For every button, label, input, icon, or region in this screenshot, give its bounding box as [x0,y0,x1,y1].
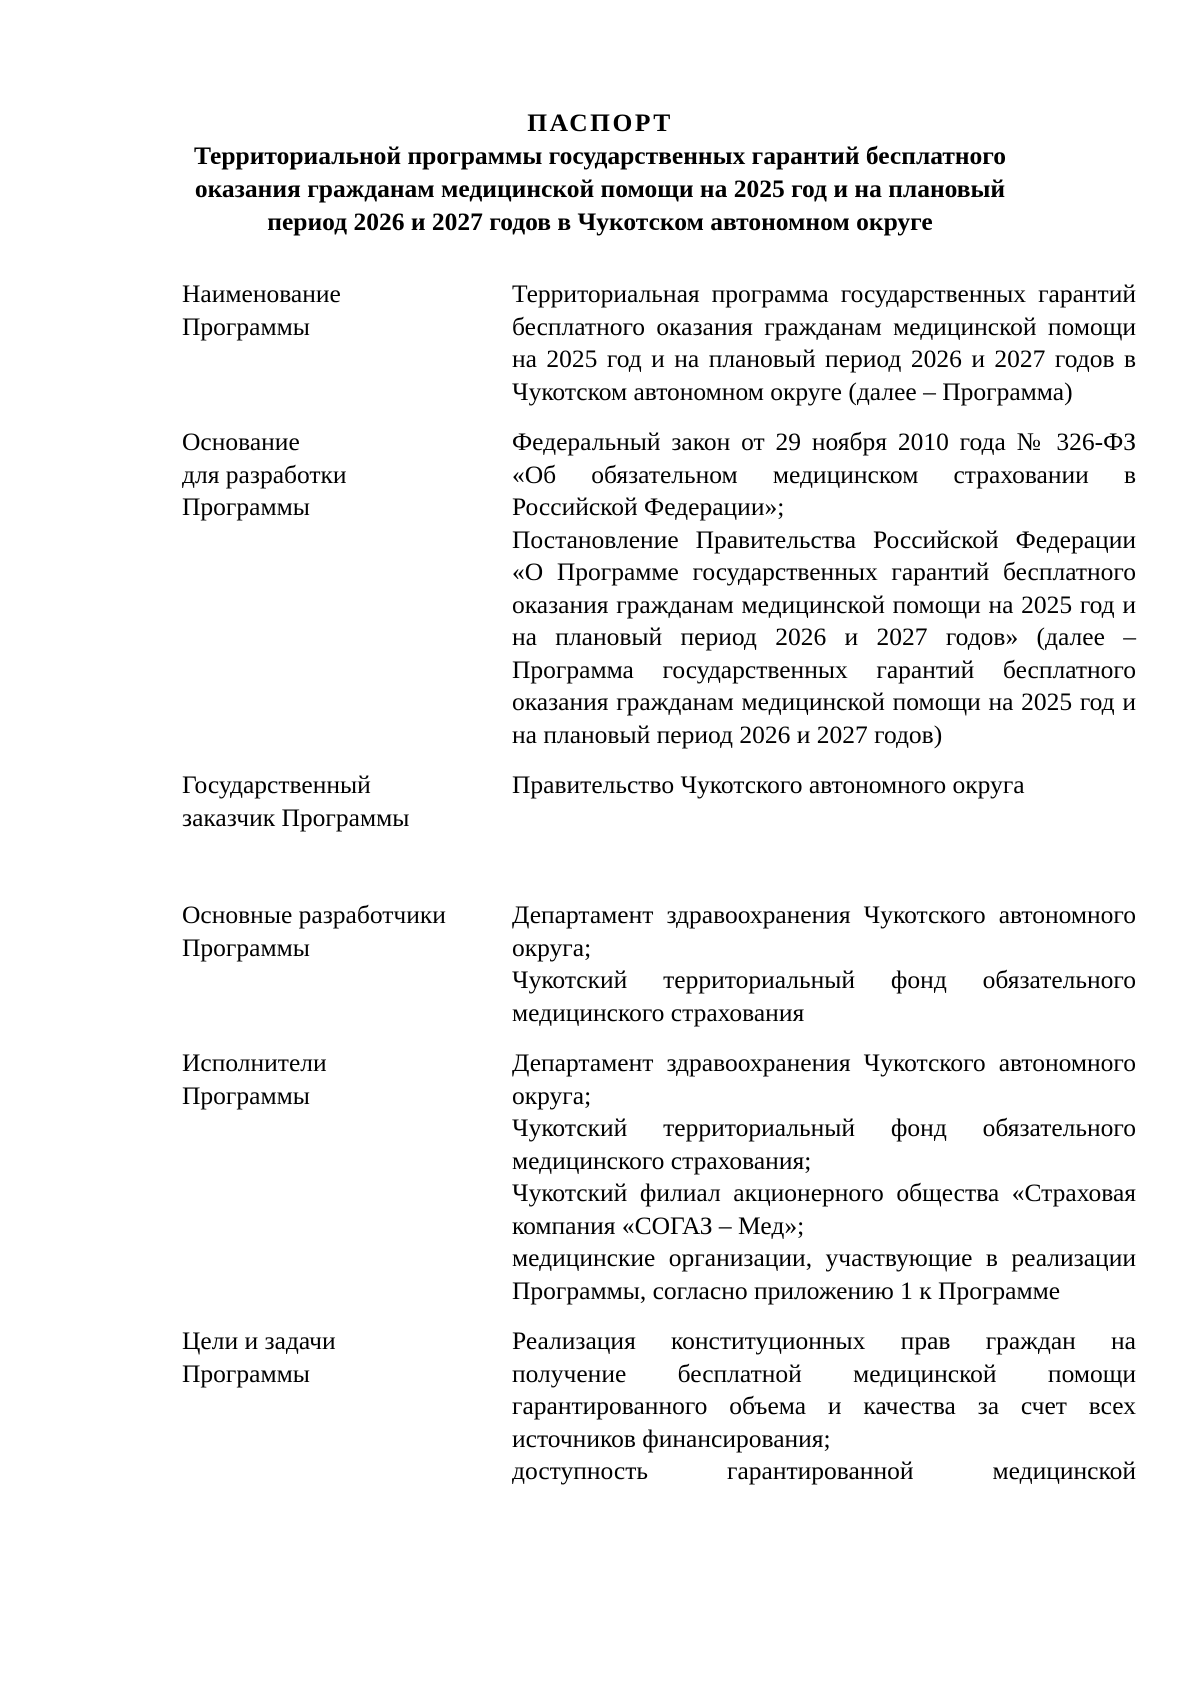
passport-row-state-customer [182,769,1136,881]
row-paragraph: Реализация конституционных прав граждан на получение бесплатной медицинской помощи гарантированного объема и качества за счет всех источников финансирования; [512,1326,1136,1453]
row-paragraph: Департамент здравоохранения Чукотского автономного округа; [512,900,1136,962]
passport-table [182,278,1136,1488]
row-value [512,769,1136,881]
row-label: Исполнители Программы [182,1048,327,1110]
document-subtitle-line-2: оказания гражданам медицинской помощи на 2025 год и на плановый [194,174,1006,203]
row-label: Государственный заказчик Программы [182,770,410,832]
row-paragraph: Федеральный закон от 29 ноября 2010 года № 326-ФЗ «Об обязательном медицинском страховании в Российской Федерации»; [512,427,1136,521]
row-paragraph: доступность гарантированной медицинской [512,1456,1136,1485]
row-label: Основные разработчики Программы [182,900,446,962]
passport-row-executors [182,1047,1136,1307]
row-paragraph: Территориальная программа государственных гарантий бесплатного оказания гражданам медицинской помощи на 2025 год и на плановый период 2026 и 2027 годов в Чукотском автономном округе (далее – Программа) [512,279,1136,406]
row-value [512,1047,1136,1307]
row-paragraph: Правительство Чукотского автономного округа [512,770,1025,799]
row-label: Наименование Программы [182,279,341,341]
document-title: ПАСПОРТ [527,108,673,137]
row-paragraph: Чукотский филиал акционерного общества «Страховая компания «СОГАЗ – Мед»; [512,1178,1136,1240]
row-label: Цели и задачи Программы [182,1326,336,1388]
row-paragraph: Чукотский территориальный фонд обязательного медицинского страхования [512,965,1136,1027]
passport-header [150,106,1050,238]
passport-row-goals-and-tasks [182,1325,1136,1488]
passport-row-main-developers [182,899,1136,1029]
row-value [512,278,1136,408]
passport-row-basis [182,426,1136,751]
row-label: Основание для разработки Программы [182,427,347,521]
passport-row-program-name [182,278,1136,408]
document-subtitle-line-3: период 2026 и 2027 годов в Чукотском автономном округе [267,207,933,236]
row-paragraph: Департамент здравоохранения Чукотского автономного округа; [512,1048,1136,1110]
row-paragraph: Чукотский территориальный фонд обязательного медицинского страхования; [512,1113,1136,1175]
row-value [512,1325,1136,1488]
row-value [512,426,1136,751]
row-paragraph: медицинские организации, участвующие в реализации Программы, согласно приложению 1 к Программе [512,1243,1136,1305]
row-value [512,899,1136,1029]
row-paragraph: Постановление Правительства Российской Федерации «О Программе государственных гарантий бесплатного оказания гражданам медицинской помощи на 2025 год и на плановый период 2026 и 2027 годов» (далее – Программа государственных гарантий бесплатного оказания гражданам медицинской помощи на 2025 год и на плановый период 2026 и 2027 годов) [512,524,1136,749]
document-subtitle-line-1: Территориальной программы государственных гарантий бесплатного [193,141,1006,170]
